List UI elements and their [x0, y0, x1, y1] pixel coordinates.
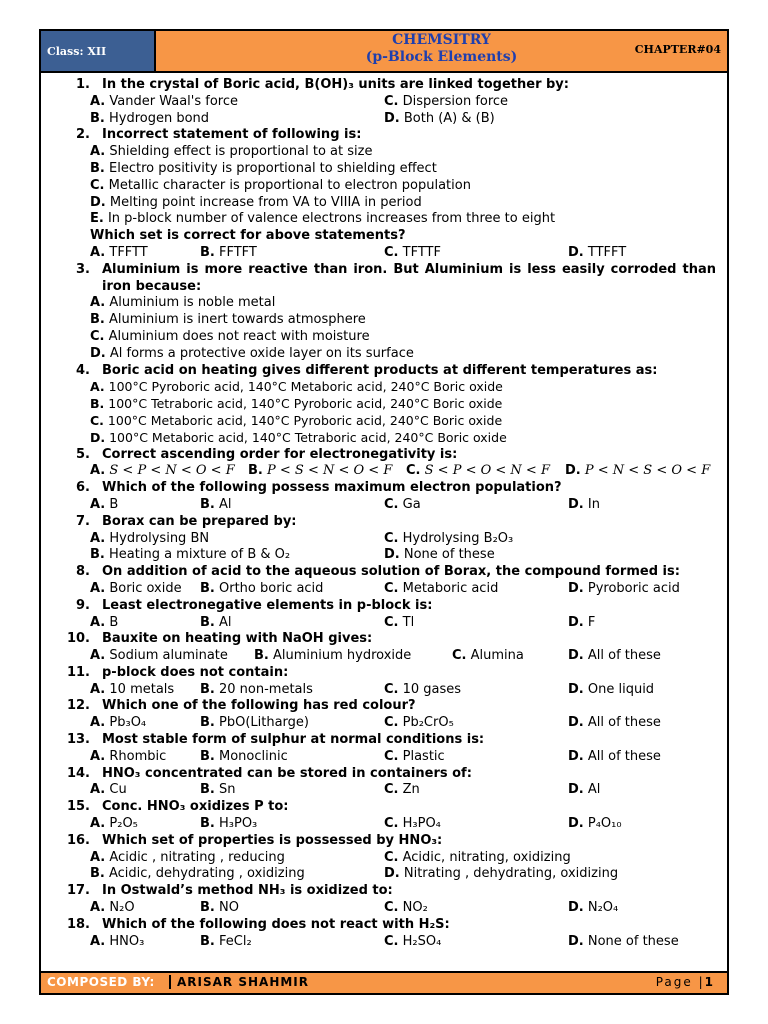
option: B. Acidic, dehydrating , oxidizing: [90, 866, 305, 882]
statement: E. In p-block number of valence electrons increases from three to eight: [90, 211, 556, 227]
question-number: 18.: [66, 916, 90, 932]
option: C. TFTTF: [384, 244, 441, 260]
option: C. NO₂: [384, 900, 428, 916]
statement: D. Melting point increase from VA to VIIIA in period: [90, 194, 422, 210]
question-text: On addition of acid to the aqueous solution of Borax, the compound formed is:: [102, 564, 680, 580]
option: B. 100°C Tetraboric acid, 140°C Pyroboric acid, 240°C Boric oxide: [90, 396, 503, 412]
question-5: [56, 447, 716, 481]
question-text: Which one of the following has red colour?: [102, 698, 416, 714]
option: C. Ga: [384, 496, 421, 512]
option: C. Dispersion force: [384, 93, 509, 109]
option: D. N₂O₄: [568, 900, 619, 916]
option: D. Pyroboric acid: [568, 580, 680, 596]
option: A. N₂O: [90, 900, 135, 916]
question-text: Bauxite on heating with NaOH gives:: [102, 631, 373, 647]
option: C. Alumina: [452, 648, 524, 664]
option: B. Heating a mixture of B & O₂: [90, 547, 291, 563]
question-11: [56, 665, 716, 699]
option: D. F: [568, 614, 596, 630]
option: C. Metaboric acid: [384, 580, 499, 596]
option: B. Sn: [200, 782, 236, 798]
title-line-1: CHEMSITRY: [392, 32, 491, 48]
option: D. None of these: [384, 547, 495, 563]
question-text: Correct ascending order for electronegativity is:: [102, 446, 458, 462]
option: B. Hydrogen bond: [90, 110, 210, 126]
option: C. Aluminium does not react with moisture: [90, 328, 370, 344]
question-6: [56, 480, 716, 514]
question-number: 3.: [76, 261, 90, 277]
option: B. H₃PO₃: [200, 816, 258, 832]
option: A. Hydrolysing BN: [90, 530, 210, 546]
question-text: Conc. HNO₃ oxidizes P to:: [102, 799, 289, 815]
sub-question: Which set is correct for above statements?: [90, 228, 406, 244]
option: A. Boric oxide: [90, 580, 182, 596]
question-number: 8.: [76, 564, 90, 580]
option: B. Al: [200, 614, 232, 630]
option: C. S < P < O < N < F: [406, 463, 550, 479]
option: A. Rhombic: [90, 748, 167, 764]
option: A. P₂O₅: [90, 816, 138, 832]
question-text: Most stable form of sulphur at normal conditions is:: [102, 732, 485, 748]
question-1: [56, 77, 716, 127]
author-name: ARISAR SHAHMIR: [169, 975, 309, 989]
question-text: HNO₃ concentrated can be stored in containers of:: [102, 765, 472, 781]
option: C. 100°C Metaboric acid, 140°C Pyroboric acid, 240°C Boric oxide: [90, 412, 503, 428]
option: C. H₃PO₄: [384, 816, 441, 832]
question-number: 7.: [76, 513, 90, 529]
question-number: 5.: [76, 446, 90, 462]
question-number: 11.: [66, 664, 90, 680]
option: A. HNO₃: [90, 933, 145, 949]
option: B. FFTFT: [200, 244, 257, 260]
header-bar: [41, 31, 727, 71]
question-16: [56, 833, 716, 883]
header-title-area: [156, 31, 727, 71]
question-10: [56, 631, 716, 665]
option: D. None of these: [568, 933, 679, 949]
statement: A. Shielding effect is proportional to at size: [90, 144, 373, 160]
option: C. Hydrolysing B₂O₃: [384, 530, 514, 546]
option: C. Acidic, nitrating, oxidizing: [384, 849, 571, 865]
option: B. 20 non-metals: [200, 681, 313, 697]
option: D. P₄O₁₀: [568, 816, 622, 832]
question-17: [56, 883, 716, 917]
option: D. All of these: [568, 715, 661, 731]
option: B. P < S < N < O < F: [248, 463, 393, 479]
option: A. Pb₃O₄: [90, 715, 147, 731]
question-text: Borax can be prepared by:: [102, 513, 297, 529]
option: A. Acidic , nitrating , reducing: [90, 849, 285, 865]
title-line-2: (p-Block Elements): [365, 49, 518, 65]
chapter-label: CHAPTER#04: [634, 43, 721, 56]
question-number: 17.: [66, 883, 90, 899]
question-number: 13.: [66, 732, 90, 748]
option: C. H₂SO₄: [384, 933, 442, 949]
option: D. TTFFT: [568, 244, 627, 260]
question-number: 10.: [66, 631, 90, 647]
question-13: [56, 732, 716, 766]
question-text: p-block does not contain:: [102, 664, 289, 680]
header-divider: [41, 71, 727, 73]
option: A. S < P < N < O < F: [90, 463, 235, 479]
question-number: 6.: [76, 480, 90, 496]
option: A. 10 metals: [90, 681, 175, 697]
page-number: Page |1: [655, 975, 713, 989]
statement: B. Electro positivity is proportional to shielding effect: [90, 160, 437, 176]
question-3: [56, 262, 716, 363]
question-text: In Ostwald’s method NH₃ is oxidized to:: [102, 883, 393, 899]
question-number: 9.: [76, 597, 90, 613]
option: C. Zn: [384, 782, 420, 798]
option: D. One liquid: [568, 681, 655, 697]
question-2: [56, 127, 716, 261]
question-7: [56, 514, 716, 564]
option: C. Pb₂CrO₅: [384, 715, 454, 731]
question-number: 12.: [66, 698, 90, 714]
option: A. Aluminium is noble metal: [90, 295, 276, 311]
option: A. B: [90, 614, 119, 630]
question-number: 14.: [66, 765, 90, 781]
question-number: 1.: [76, 77, 90, 92]
question-text: Least electronegative elements in p-block is:: [102, 597, 433, 613]
option: A. B: [90, 496, 119, 512]
question-number: 16.: [66, 832, 90, 848]
question-12: [56, 698, 716, 732]
question-15: [56, 799, 716, 833]
option: A. Cu: [90, 782, 127, 798]
option: C. Tl: [384, 614, 415, 630]
option: B. FeCl₂: [200, 933, 252, 949]
question-18: [56, 917, 716, 951]
question-14: [56, 766, 716, 800]
option: D. Nitrating , dehydrating, oxidizing: [384, 866, 619, 882]
option: D. Both (A) & (B): [384, 110, 495, 126]
question-text: Aluminium is more reactive than iron. But Aluminium is less easily corroded than iron because:: [102, 261, 716, 294]
question-number: 15.: [66, 799, 90, 815]
option: D. All of these: [568, 648, 661, 664]
option: B. Monoclinic: [200, 748, 288, 764]
question-number: 4.: [76, 362, 90, 378]
footer-bar: [41, 971, 727, 993]
option: D. All of these: [568, 748, 661, 764]
question-list: [56, 77, 716, 950]
option: A. Vander Waal's force: [90, 93, 238, 109]
class-label: Class: XII: [41, 31, 156, 71]
question-text: Boric acid on heating gives different products at different temperatures as:: [102, 362, 658, 378]
option: A. 100°C Pyroboric acid, 140°C Metaboric acid, 240°C Boric oxide: [90, 379, 503, 395]
option: D. Al: [568, 782, 601, 798]
option: D. P < N < S < O < F: [565, 463, 711, 479]
option: D. 100°C Metaboric acid, 140°C Tetraboric acid, 240°C Boric oxide: [90, 429, 507, 445]
option: C. Plastic: [384, 748, 445, 764]
option: B. NO: [200, 900, 239, 916]
question-9: [56, 598, 716, 632]
option: D. Al forms a protective oxide layer on its surface: [90, 345, 414, 361]
option: B. Aluminium is inert towards atmosphere: [90, 312, 366, 328]
option: B. Ortho boric acid: [200, 580, 324, 596]
option: D. In: [568, 496, 600, 512]
option: A. Sodium aluminate: [90, 648, 228, 664]
question-4: [56, 363, 716, 447]
composed-by-label: COMPOSED BY:: [47, 975, 155, 989]
question-number: 2.: [76, 127, 90, 143]
question-text: Incorrect statement of following is:: [102, 127, 362, 143]
question-text: Which set of properties is possessed by HNO₃:: [102, 832, 443, 848]
option: B. Aluminium hydroxide: [254, 648, 412, 664]
option: B. Al: [200, 496, 232, 512]
question-text: In the crystal of Boric acid, B(OH)₃ units are linked together by:: [102, 77, 569, 92]
question-text: Which of the following possess maximum electron population?: [102, 480, 562, 496]
question-8: [56, 564, 716, 598]
option: A. TFFTT: [90, 244, 148, 260]
option: B. PbO(Litharge): [200, 715, 309, 731]
question-text: Which of the following does not react with H₂S:: [102, 916, 450, 932]
option: C. 10 gases: [384, 681, 462, 697]
statement: C. Metallic character is proportional to electron population: [90, 177, 471, 193]
